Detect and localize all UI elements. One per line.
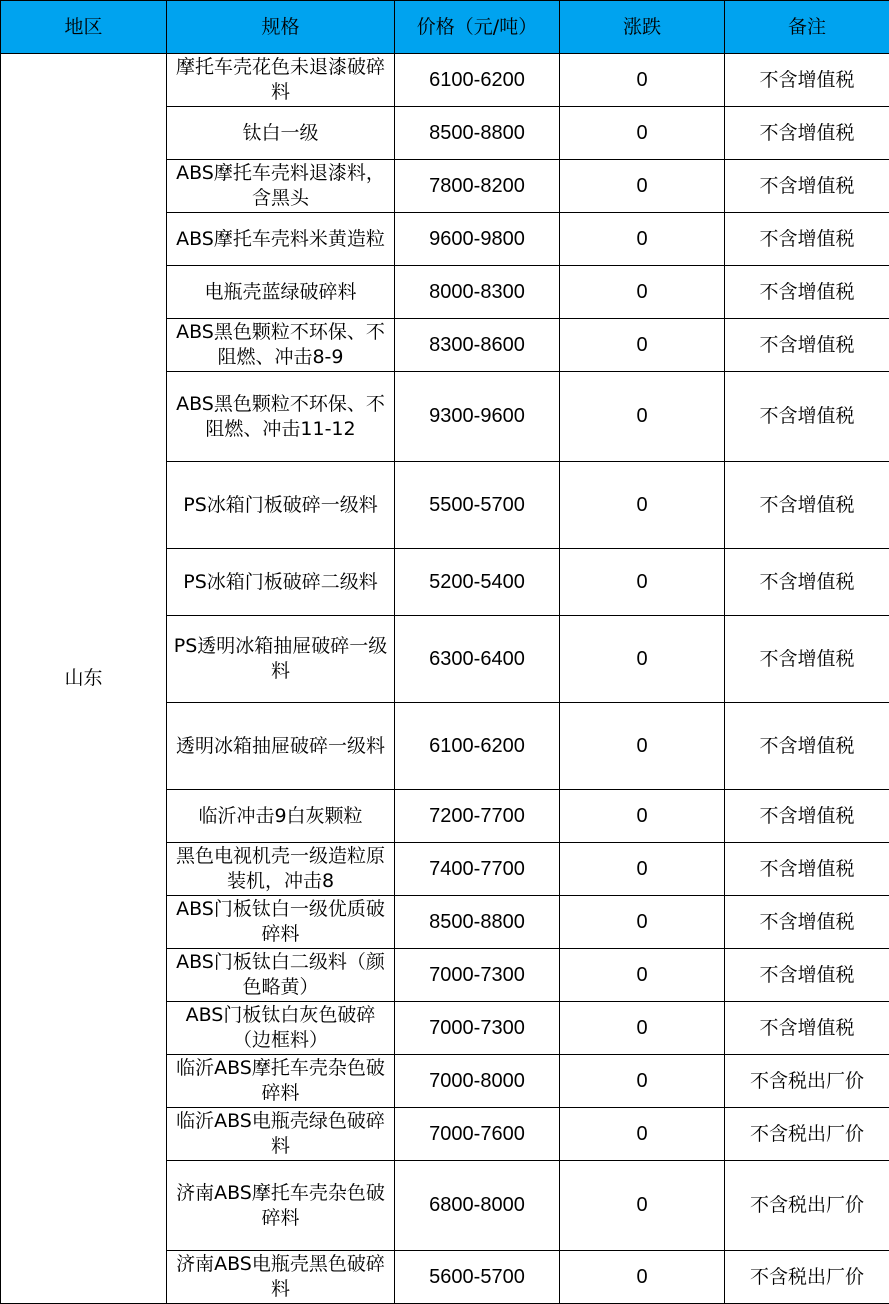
spec-cell: PS冰箱门板破碎二级料 bbox=[167, 549, 395, 616]
change-cell: 0 bbox=[560, 790, 725, 843]
change-cell: 0 bbox=[560, 1108, 725, 1161]
price-cell: 7400-7700 bbox=[395, 843, 560, 896]
price-cell: 7800-8200 bbox=[395, 160, 560, 213]
note-cell: 不含增值税 bbox=[725, 372, 889, 462]
note-cell: 不含增值税 bbox=[725, 462, 889, 549]
change-cell: 0 bbox=[560, 1161, 725, 1251]
table-body bbox=[1, 54, 889, 1304]
price-cell: 7200-7700 bbox=[395, 790, 560, 843]
note-cell: 不含增值税 bbox=[725, 549, 889, 616]
spec-cell: ABS门板钛白二级料（颜色略黄） bbox=[167, 949, 395, 1002]
spec-cell: 济南ABS摩托车壳杂色破碎料 bbox=[167, 1161, 395, 1251]
price-cell: 7000-8000 bbox=[395, 1055, 560, 1108]
price-cell: 8500-8800 bbox=[395, 107, 560, 160]
price-cell: 6100-6200 bbox=[395, 703, 560, 790]
header-row bbox=[1, 1, 889, 54]
price-cell: 5600-5700 bbox=[395, 1251, 560, 1304]
price-cell: 7000-7600 bbox=[395, 1108, 560, 1161]
change-cell: 0 bbox=[560, 949, 725, 1002]
spec-cell: ABS黑色颗粒不环保、不阻燃、冲击11-12 bbox=[167, 372, 395, 462]
note-cell: 不含增值税 bbox=[725, 319, 889, 372]
note-cell: 不含增值税 bbox=[725, 160, 889, 213]
price-cell: 6800-8000 bbox=[395, 1161, 560, 1251]
region-cell: 山东 bbox=[1, 54, 167, 1304]
price-cell: 8500-8800 bbox=[395, 896, 560, 949]
change-cell: 0 bbox=[560, 54, 725, 107]
spec-cell: 电瓶壳蓝绿破碎料 bbox=[167, 266, 395, 319]
change-cell: 0 bbox=[560, 266, 725, 319]
price-cell: 8300-8600 bbox=[395, 319, 560, 372]
note-cell: 不含税出厂价 bbox=[725, 1108, 889, 1161]
change-cell: 0 bbox=[560, 843, 725, 896]
change-cell: 0 bbox=[560, 160, 725, 213]
change-cell: 0 bbox=[560, 1002, 725, 1055]
spec-cell: 临沂冲击9白灰颗粒 bbox=[167, 790, 395, 843]
table-row bbox=[1, 54, 889, 107]
change-cell: 0 bbox=[560, 703, 725, 790]
price-cell: 6100-6200 bbox=[395, 54, 560, 107]
note-cell: 不含增值税 bbox=[725, 54, 889, 107]
spec-cell: 临沂ABS电瓶壳绿色破碎料 bbox=[167, 1108, 395, 1161]
change-cell: 0 bbox=[560, 549, 725, 616]
header-spec: 规格 bbox=[167, 1, 395, 54]
change-cell: 0 bbox=[560, 372, 725, 462]
spec-cell: ABS黑色颗粒不环保、不阻燃、冲击8-9 bbox=[167, 319, 395, 372]
price-cell: 8000-8300 bbox=[395, 266, 560, 319]
note-cell: 不含增值税 bbox=[725, 107, 889, 160]
spec-cell: 摩托车壳花色未退漆破碎料 bbox=[167, 54, 395, 107]
note-cell: 不含增值税 bbox=[725, 790, 889, 843]
change-cell: 0 bbox=[560, 462, 725, 549]
note-cell: 不含增值税 bbox=[725, 1002, 889, 1055]
spec-cell: 临沂ABS摩托车壳杂色破碎料 bbox=[167, 1055, 395, 1108]
spec-cell: PS冰箱门板破碎一级料 bbox=[167, 462, 395, 549]
change-cell: 0 bbox=[560, 896, 725, 949]
spec-cell: 济南ABS电瓶壳黑色破碎料 bbox=[167, 1251, 395, 1304]
spec-cell: ABS门板钛白一级优质破碎料 bbox=[167, 896, 395, 949]
spec-cell: 黑色电视机壳一级造粒原装机，冲击8 bbox=[167, 843, 395, 896]
note-cell: 不含增值税 bbox=[725, 616, 889, 703]
note-cell: 不含增值税 bbox=[725, 703, 889, 790]
change-cell: 0 bbox=[560, 616, 725, 703]
spec-cell: ABS摩托车壳料米黄造粒 bbox=[167, 213, 395, 266]
change-cell: 0 bbox=[560, 213, 725, 266]
note-cell: 不含增值税 bbox=[725, 949, 889, 1002]
note-cell: 不含税出厂价 bbox=[725, 1161, 889, 1251]
note-cell: 不含增值税 bbox=[725, 266, 889, 319]
note-cell: 不含增值税 bbox=[725, 843, 889, 896]
price-cell: 7000-7300 bbox=[395, 1002, 560, 1055]
change-cell: 0 bbox=[560, 1055, 725, 1108]
spec-cell: ABS门板钛白灰色破碎（边框料） bbox=[167, 1002, 395, 1055]
header-note: 备注 bbox=[725, 1, 889, 54]
note-cell: 不含增值税 bbox=[725, 213, 889, 266]
spec-cell: 透明冰箱抽屉破碎一级料 bbox=[167, 703, 395, 790]
spec-cell: PS透明冰箱抽屉破碎一级料 bbox=[167, 616, 395, 703]
price-cell: 6300-6400 bbox=[395, 616, 560, 703]
note-cell: 不含税出厂价 bbox=[725, 1055, 889, 1108]
price-cell: 5500-5700 bbox=[395, 462, 560, 549]
note-cell: 不含税出厂价 bbox=[725, 1251, 889, 1304]
price-cell: 5200-5400 bbox=[395, 549, 560, 616]
price-cell: 9300-9600 bbox=[395, 372, 560, 462]
change-cell: 0 bbox=[560, 1251, 725, 1304]
change-cell: 0 bbox=[560, 107, 725, 160]
spec-cell: 钛白一级 bbox=[167, 107, 395, 160]
header-region: 地区 bbox=[1, 1, 167, 54]
price-cell: 9600-9800 bbox=[395, 213, 560, 266]
price-cell: 7000-7300 bbox=[395, 949, 560, 1002]
change-cell: 0 bbox=[560, 319, 725, 372]
header-price: 价格（元/吨） bbox=[395, 1, 560, 54]
note-cell: 不含增值税 bbox=[725, 896, 889, 949]
header-change: 涨跌 bbox=[560, 1, 725, 54]
spec-cell: ABS摩托车壳料退漆料，含黑头 bbox=[167, 160, 395, 213]
